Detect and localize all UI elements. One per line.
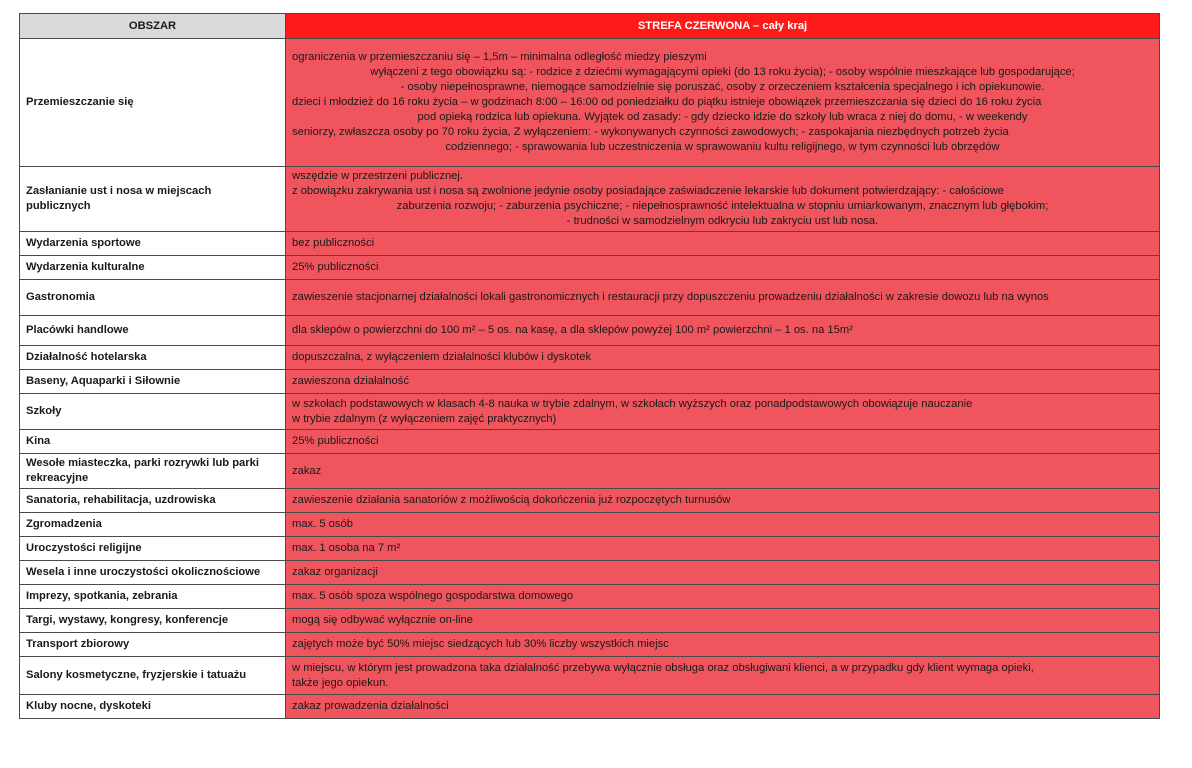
table-row [20,280,1160,316]
table-row [20,561,1160,585]
rule-line: 25% publiczności [292,261,379,273]
area-cell: Imprezy, spotkania, zebrania [20,585,286,609]
rule-cell [286,280,1160,316]
area-cell: Wydarzenia sportowe [20,232,286,256]
rule-line: zawieszenie działania sanatoriów z możliwością dokończenia już rozpoczętych turnusów [292,494,731,506]
rule-cell [286,167,1160,232]
rule-line: ograniczenia w przemieszczaniu się – 1,5m – minimalna odległość miedzy pieszymi [292,51,707,63]
area-cell: Kluby nocne, dyskoteki [20,695,286,719]
rule-line: 25% publiczności [292,435,379,447]
rule-line: zawieszona działalność [292,375,409,387]
area-cell: Gastronomia [20,280,286,316]
rule-cell [286,633,1160,657]
rule-cell [286,609,1160,633]
area-cell: Kina [20,430,286,454]
rule-line: - osoby niepełnosprawne, niemogące samodzielnie się poruszać, osoby z orzeczeniem kształcenia specjalnego i ich opiekunowie. [400,81,1045,93]
area-cell: Wesołe miasteczka, parki rozrywki lub parki rekreacyjne [20,454,286,489]
table-row [20,537,1160,561]
rule-line: z obowiązku zakrywania ust i nosa są zwolnione jedynie osoby posiadające zaświadczenie lekarskie lub dokument potwierdzający: - całościowe [292,185,1005,197]
area-cell: Wydarzenia kulturalne [20,256,286,280]
rule-cell [286,346,1160,370]
area-cell: Uroczystości religijne [20,537,286,561]
rule-cell [286,316,1160,346]
rule-cell [286,585,1160,609]
rule-line: dla sklepów o powierzchni do 100 m² – 5 os. na kasę, a dla sklepów powyżej 100 m² powierzchni – 1 os. na 15m² [292,324,853,336]
rule-cell [286,232,1160,256]
area-cell: Transport zbiorowy [20,633,286,657]
table-row [20,394,1160,430]
rule-cell [286,657,1160,695]
area-cell: Zgromadzenia [20,513,286,537]
rule-cell [286,256,1160,280]
restrictions-table-wrap [19,13,1159,719]
table-body [20,39,1160,719]
area-cell: Szkoły [20,394,286,430]
area-cell: Przemieszczanie się [20,39,286,167]
table-row [20,39,1160,167]
rule-line: bez publiczności [292,237,375,249]
rule-cell [286,370,1160,394]
rule-line: mogą się odbywać wyłącznie on-line [292,614,473,626]
rule-cell [286,537,1160,561]
table-row [20,430,1160,454]
table-row [20,232,1160,256]
rule-line: zakaz prowadzenia działalności [292,700,449,712]
table-header-row [20,14,1160,39]
table-row [20,633,1160,657]
area-cell: Salony kosmetyczne, fryzjerskie i tatuażu [20,657,286,695]
area-cell: Wesela i inne uroczystości okolicznościowe [20,561,286,585]
table-row [20,489,1160,513]
area-cell: Sanatoria, rehabilitacja, uzdrowiska [20,489,286,513]
area-cell: Działalność hotelarska [20,346,286,370]
rule-line: dzieci i młodzież do 16 roku życia – w godzinach 8:00 – 16:00 od poniedziałku do piątku istnieje obowiązek przemieszczania się dzieci do 16 roku życia [292,96,1042,108]
rule-line: seniorzy, zwłaszcza osoby po 70 roku życia, Z wyłączeniem: - wykonywanych czynności zawodowych; - zaspokajania niezbędnych potrzeb życia [292,126,1009,138]
table-row [20,695,1160,719]
area-cell: Targi, wystawy, kongresy, konferencje [20,609,286,633]
table-row [20,454,1160,489]
rule-cell [286,39,1160,167]
rule-line: także jego opiekun. [292,676,389,689]
table-row [20,585,1160,609]
table-row [20,370,1160,394]
rule-cell [286,561,1160,585]
table-row [20,657,1160,695]
zone-column-header: STREFA CZERWONA – cały kraj [286,14,1160,39]
rule-cell [286,454,1160,489]
rule-line: zawieszenie stacjonarnej działalności lokali gastronomicznych i restauracji przy dopuszczeniu prowadzeniu działalności w zakresie dowozu lub na wynos [292,291,1049,303]
area-cell: Baseny, Aquaparki i Siłownie [20,370,286,394]
rule-cell [286,430,1160,454]
table-row [20,609,1160,633]
rule-line: w trybie zdalnym (z wyłączeniem zajęć praktycznych) [292,412,557,425]
table-row [20,513,1160,537]
rule-cell [286,394,1160,430]
rule-cell [286,695,1160,719]
area-cell: Placówki handlowe [20,316,286,346]
table-row [20,256,1160,280]
area-column-header: OBSZAR [20,14,286,39]
rule-line: codziennego; - sprawowania lub uczestniczenia w sprawowaniu kultu religijnego, w tym czynności lub obrzędów [445,141,1000,153]
rule-line: w miejscu, w którym jest prowadzona taka działalność przebywa wyłącznie obsługa oraz obsługiwani klienci, a w przypadku gdy klient wymaga opieki, [292,661,1034,674]
area-cell: Zasłanianie ust i nosa w miejscach publicznych [20,167,286,232]
rule-line: zakaz organizacji [292,566,378,578]
rule-line: max. 1 osoba na 7 m² [292,542,401,554]
rule-cell [286,489,1160,513]
rule-line: wyłączeni z tego obowiązku są: - rodzice z dziećmi wymagającymi opieki (do 13 roku życia); - osoby wspólnie mieszkające lub gospodarujące; [370,66,1075,78]
rule-line: max. 5 osób [292,518,353,530]
rule-line: dopuszczalna, z wyłączeniem działalności klubów i dyskotek [292,351,592,363]
table-row [20,167,1160,232]
rule-line: pod opieką rodzica lub opiekuna. Wyjątek od zasady: - gdy dziecko idzie do szkoły lub wraca z niej do domu, - w weekendy [417,111,1028,123]
rule-cell [286,513,1160,537]
rule-line: wszędzie w przestrzeni publicznej. [292,170,463,182]
rule-line: - trudności w samodzielnym odkryciu lub zakryciu ust lub nosa. [566,215,879,227]
restrictions-table [19,13,1160,719]
table-row [20,316,1160,346]
table-row [20,346,1160,370]
rule-line: zajętych może być 50% miejsc siedzących lub 30% liczby wszystkich miejsc [292,638,669,650]
rule-line: max. 5 osób spoza wspólnego gospodarstwa domowego [292,590,574,602]
rule-line: zakaz [292,464,322,477]
rule-line: zaburzenia rozwoju; - zaburzenia psychiczne; - niepełnosprawność intelektualna w stopniu umiarkowanym, znacznym lub głębokim; [396,200,1049,212]
rule-line: w szkołach podstawowych w klasach 4-8 nauka w trybie zdalnym, w szkołach wyższych oraz ponadpodstawowych obowiązuje nauczanie [292,397,973,410]
